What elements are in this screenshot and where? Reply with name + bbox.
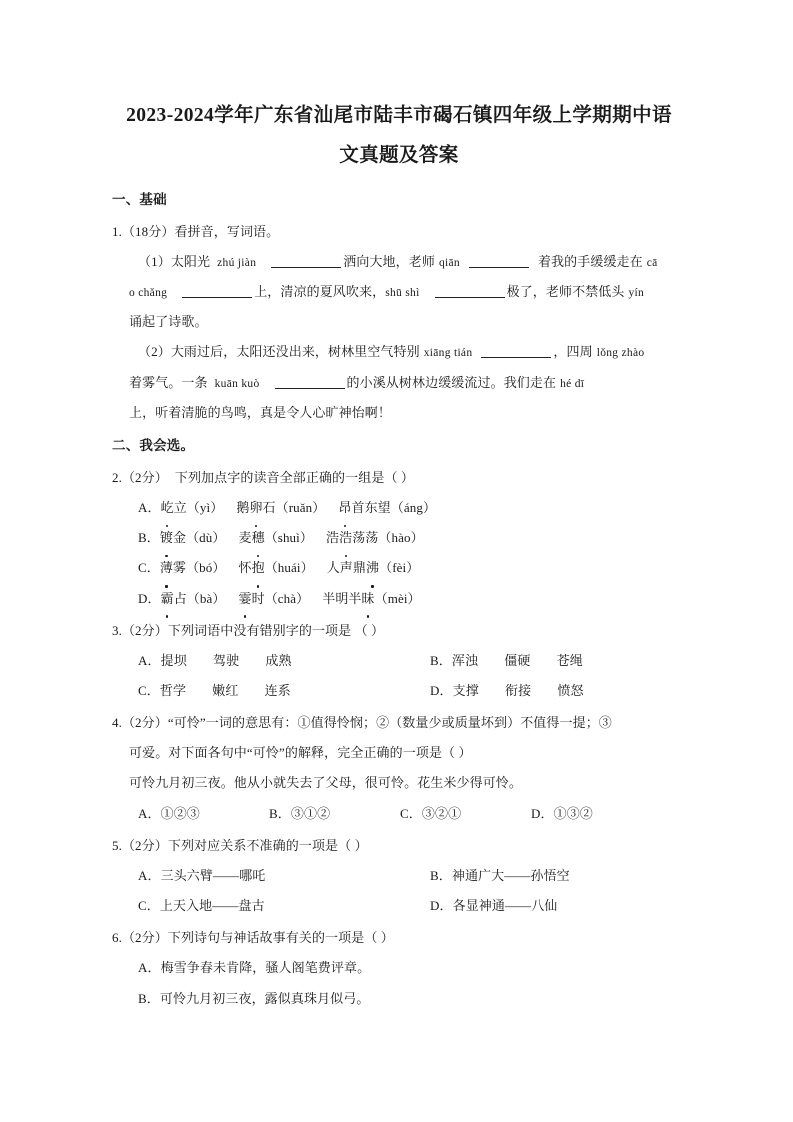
q1-p1-text-5: 极了，老师不禁低头: [506, 284, 625, 300]
option-key: C．: [138, 560, 160, 576]
option-key: D．: [138, 590, 161, 606]
q1-p1-pinyin-3b: o chǎng: [129, 287, 168, 300]
question-4-option-b[interactable]: [269, 799, 400, 829]
option-text: 各显神通——八仙: [452, 898, 558, 914]
q1-p1-blank-4[interactable]: [435, 297, 505, 298]
question-5-options-row-1: [112, 861, 686, 891]
option-key: C．: [138, 898, 160, 914]
question-5: [112, 831, 686, 921]
question-5-score: （2分）: [121, 837, 168, 853]
q2a-item3-post: 首东望（áng）: [351, 500, 437, 516]
q2a-item1-dotchar: 屹: [161, 493, 174, 523]
question-4-prompt-line1: “可怜”一词的意思有：①值得怜悯；②（数量少或质量坏到）不值得一提；③: [167, 715, 612, 731]
q1-p2-blank-2[interactable]: [275, 388, 345, 389]
option-key: D．: [430, 682, 453, 698]
question-2-option-c[interactable]: [112, 553, 686, 583]
q2c-item3-post: （fèi）: [379, 560, 420, 576]
question-5-prompt: 下列对应关系不准确的一项是（ ）: [167, 837, 368, 853]
page-content: [112, 96, 686, 1016]
question-6-option-a[interactable]: [112, 953, 686, 983]
page-title: 2023-2024学年广东省汕尾市陆丰市碣石镇四年级上学期期中语文真题及答案: [126, 105, 672, 166]
q1-p1-text-3: 着我的手缓缓走在: [537, 254, 643, 270]
q1-p1-pinyin-5: yín: [628, 287, 645, 300]
question-2-option-b[interactable]: [112, 523, 686, 553]
option-key: A．: [138, 805, 161, 821]
question-4-number: 4.: [112, 715, 122, 731]
q2d-item3-post: （mèi）: [374, 590, 421, 606]
q1-p1-text-6: 诵起了诗歌。: [129, 314, 208, 330]
question-1-stem: [112, 217, 686, 247]
question-3: [112, 616, 686, 706]
option-text: 上天入地——盘古: [159, 898, 265, 914]
option-key: B．: [138, 530, 160, 546]
q2d-item1-post: 占（bà）: [173, 590, 226, 606]
option-text: 梅雪争春未肯降，骚人阁笔费评章。: [160, 960, 371, 976]
question-4-option-d[interactable]: [531, 799, 662, 829]
q1-p2-text-3: 着雾气。一条: [129, 374, 208, 390]
question-1-part1-line3: [112, 307, 686, 337]
q2b-item2-post: （shuì）: [264, 530, 313, 546]
question-5-option-a[interactable]: [138, 861, 430, 891]
question-4-option-c[interactable]: [400, 799, 531, 829]
question-2-score: （2分）: [121, 469, 168, 485]
question-1: [112, 217, 686, 428]
question-5-option-c[interactable]: [138, 891, 430, 921]
q2a-item3-dotchar: 昂: [338, 493, 351, 523]
q1-p2-text-2: ，四周: [553, 344, 593, 360]
q2c-item3-dotchar: 沸: [366, 553, 379, 583]
q2b-item2-pre: 麦: [238, 530, 252, 546]
option-text: 浑浊 僵硬 苍绳: [451, 652, 583, 668]
question-1-part1-line2: [112, 277, 686, 307]
q1-p1-pinyin-1: zhú jiàn: [217, 257, 257, 270]
question-3-prompt: 下列词语中没有错别字的一项是 （ ）: [167, 622, 385, 638]
q1-p1-text-2: 洒向大地，老师: [343, 254, 435, 270]
q2b-item1-dotchar: 镀: [160, 523, 173, 553]
q1-p2-pinyin-1: xiāng tián: [423, 347, 473, 360]
q1-p1-pinyin-3a: cā: [646, 257, 658, 270]
option-key: A．: [138, 960, 161, 976]
question-3-option-c[interactable]: [138, 676, 430, 706]
q1-p2-text-1: 大雨过后，太阳还没出来，树林里空气特别: [170, 344, 420, 360]
question-6: [112, 923, 686, 1013]
q2d-item3-pre: 半明半: [322, 590, 362, 606]
q1-p2-blank-1[interactable]: [481, 357, 551, 358]
question-3-options-row-1: [112, 646, 686, 676]
q2c-item3-pre: 人声鼎: [326, 560, 366, 576]
question-4-stem-line2: [112, 738, 686, 768]
option-text: ③①②: [290, 805, 331, 821]
question-5-option-b[interactable]: [430, 861, 570, 891]
q2b-item2-dotchar: 穗: [252, 523, 265, 553]
question-6-option-b[interactable]: [112, 984, 686, 1014]
question-3-options-row-2: [112, 676, 686, 706]
question-1-score: （18分）: [121, 223, 175, 239]
option-key: C．: [138, 682, 160, 698]
question-3-score: （2分）: [121, 622, 168, 638]
option-key: B．: [269, 805, 291, 821]
option-text: 神通广大——孙悟空: [451, 867, 570, 883]
question-5-number: 5.: [112, 837, 122, 853]
q1-p2-pinyin-2: lǒng zhào: [596, 347, 645, 360]
option-text: 哲学 嫩红 连系: [159, 682, 291, 698]
q2d-item1-dotchar: 霸: [161, 584, 174, 614]
q2a-item1-post: 立（yì）: [173, 500, 224, 516]
question-4-score: （2分）: [121, 715, 168, 731]
q2c-item1-dotchar: 薄: [160, 553, 173, 583]
q2b-item3-pre: 浩: [325, 530, 340, 546]
option-text: 三头六臂——哪吒: [160, 867, 266, 883]
question-3-option-d[interactable]: [430, 676, 584, 706]
option-text: 提坝 驾驶 成熟: [160, 652, 292, 668]
option-text: ①③②: [553, 805, 593, 821]
q2b-item3-dotchar: 浩: [339, 523, 352, 553]
q2d-item2-post: 时（chà）: [251, 590, 310, 606]
question-1-number: 1.: [112, 223, 122, 239]
q1-p1-pinyin-2: qiān: [438, 257, 460, 270]
question-6-prompt: 下列诗句与神话故事有关的一项是（ ）: [167, 930, 394, 946]
question-4-prompt-line2: 可爱。对下面各句中“可怜”的解释，完全正确的一项是（ ）: [129, 745, 472, 761]
question-5-stem: [112, 831, 686, 861]
question-1-part2-line2: [112, 368, 686, 398]
question-4-stem-line1: [112, 708, 686, 738]
q2a-item2-dotchar: 卵: [249, 493, 262, 523]
q1-p2-pinyin-3: kuān kuò: [214, 377, 260, 390]
question-1-part1-line1: [112, 247, 686, 277]
q1-p1-text-4: 上，清凉的夏风吹来，: [254, 284, 386, 300]
section-heading-basics: 一、基础: [112, 191, 167, 207]
question-2: [112, 463, 686, 614]
option-key: C．: [400, 805, 422, 821]
question-6-stem: [112, 923, 686, 953]
q2a-item2-pre: 鹅: [236, 500, 250, 516]
question-3-option-b[interactable]: [430, 646, 583, 676]
option-key: A．: [138, 652, 161, 668]
q1-p1-pinyin-4: shū shì: [385, 287, 420, 300]
q2d-item2-dotchar: 霎: [238, 584, 251, 614]
question-6-score: （2分）: [121, 930, 168, 946]
section-heading-choices: 二、我会选。: [112, 437, 195, 453]
question-4-example: [112, 768, 686, 798]
option-key: D．: [531, 805, 554, 821]
q2c-item2-post: （huái）: [264, 560, 314, 576]
q2c-item2-pre: 怀: [238, 560, 252, 576]
option-key: A．: [138, 500, 161, 516]
option-text: 可怜九月初三夜，露似真珠月似弓。: [159, 990, 370, 1006]
question-6-number: 6.: [112, 930, 122, 946]
question-5-options-row-2: [112, 891, 686, 921]
q1-p2-pinyin-4: hé dī: [560, 377, 585, 390]
question-1-part2-marker: （2）: [138, 344, 171, 360]
q2b-item3-post: 荡荡（hào）: [352, 530, 424, 546]
option-text: ①②③: [160, 805, 200, 821]
question-5-option-d[interactable]: [430, 891, 557, 921]
q2b-item1-post: 金（dù）: [172, 530, 226, 546]
question-2-option-a[interactable]: [112, 493, 686, 523]
option-key: B．: [138, 990, 160, 1006]
q1-p2-text-4: 的小溪从树林边缓缓流过。我们走在: [346, 374, 557, 390]
option-text: ③②①: [421, 805, 462, 821]
option-key: B．: [430, 652, 452, 668]
question-3-number: 3.: [112, 622, 122, 638]
q1-p2-text-5: 上，听着清脆的鸟鸣，真是令人心旷神怡啊！: [129, 404, 392, 420]
question-1-part2-line3: [112, 398, 686, 428]
question-2-prompt: 下列加点字的读音全部正确的一组是（ ）: [174, 469, 415, 485]
question-3-option-a[interactable]: [138, 646, 430, 676]
q2c-item1-post: 雾（bó）: [172, 560, 226, 576]
question-4-options-row: [112, 799, 686, 829]
q2a-item2-post: 石（ruǎn）: [262, 500, 326, 516]
q1-p1-blank-2[interactable]: [469, 267, 529, 268]
q1-p1-text-1: 太阳光: [170, 254, 211, 270]
question-4: [112, 708, 686, 829]
question-3-stem: [112, 616, 686, 646]
question-4-example-text: 可怜九月初三夜。他从小就失去了父母，很可怜。花生米少得可怜。: [129, 775, 523, 791]
option-key: A．: [138, 867, 161, 883]
q1-p1-blank-1[interactable]: [271, 267, 341, 268]
question-2-stem: [112, 463, 686, 493]
question-2-number: 2.: [112, 469, 122, 485]
q2c-item2-dotchar: 抱: [252, 553, 265, 583]
question-1-part2-line1: [112, 337, 686, 367]
option-key: B．: [430, 867, 452, 883]
question-2-option-d[interactable]: [112, 584, 686, 614]
q1-p1-blank-3[interactable]: [182, 297, 252, 298]
option-text: 支撑 衔接 愤怒: [452, 682, 584, 698]
question-1-prompt: 看拼音，写词语。: [174, 223, 280, 239]
option-key: D．: [430, 898, 453, 914]
question-1-part1-marker: （1）: [138, 254, 171, 270]
q2d-item3-dotchar: 昧: [362, 584, 375, 614]
question-4-option-a[interactable]: [138, 799, 269, 829]
